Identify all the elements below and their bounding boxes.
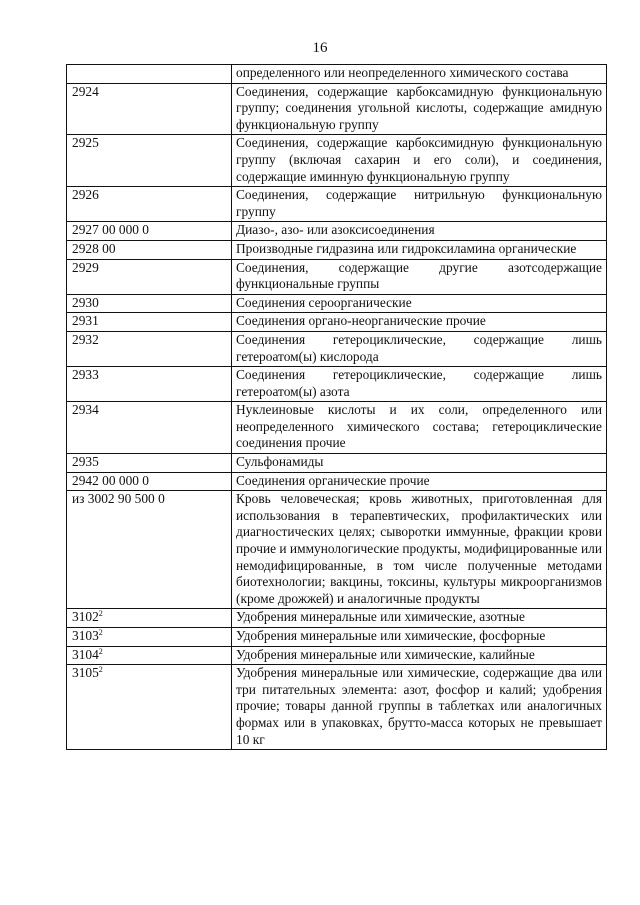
code-text: из 3002 90 500 0 [72,491,165,507]
footnote-mark: 2 [98,609,103,619]
code-text: 2928 00 [72,240,116,256]
code-text: 2932 [72,331,99,347]
code-cell [67,646,232,665]
code-cell [67,402,232,454]
code-cell [67,331,232,366]
table-row [67,491,607,609]
code-text: 2935 [72,454,99,470]
code-text: 2926 [72,187,99,203]
code-cell [67,491,232,609]
code-cell [67,628,232,647]
code-text: 2934 [72,402,99,418]
code-text: 3105 [72,665,99,681]
footnote-mark: 2 [98,665,103,675]
description-cell: Соединения органо-неорганические прочие [232,313,607,332]
description-cell: Соединения, содержащие нитрильную функциональную группу [232,187,607,222]
description-cell: Производные гидразина или гидроксиламина органические [232,240,607,259]
table-row [67,313,607,332]
footnote-mark: 2 [98,628,103,637]
description-cell: Удобрения минеральные или химические, азотные [232,609,607,628]
code-text: 2930 [72,294,99,310]
description-cell: Соединения гетероциклические, содержащие лишь гетероатом(ы) азота [232,367,607,402]
code-text: 2925 [72,135,99,151]
description-cell: Соединения, содержащие карбоксамидную функциональную группу; соединения угольной кислоты, содержащие амидную функциональную группу [232,83,607,135]
table-row [67,222,607,241]
table-row [67,83,607,135]
table-row [67,646,607,665]
table-row [67,135,607,187]
code-cell [67,222,232,241]
description-cell: Удобрения минеральные или химические, фосфорные [232,628,607,647]
code-text: 2924 [72,83,99,99]
description-cell: Удобрения минеральные или химические, содержащие два или три питательных элемента: азот, фосфор и калий; удобрения прочие; товары данной группы в таблетках или аналогичных формах или в упаковках, брутто-масса которых не превышает 10 кг [232,665,607,750]
table-row [67,402,607,454]
code-cell [67,259,232,294]
code-cell [67,294,232,313]
table-row [67,665,607,750]
code-text: 2927 00 000 0 [72,222,149,238]
code-text: 2933 [72,367,99,383]
code-text: 2929 [72,259,99,275]
table-row [67,187,607,222]
table-row [67,628,607,647]
description-cell: Удобрения минеральные или химические, калийные [232,646,607,665]
table-row [67,65,607,84]
code-text: 2931 [72,313,99,329]
code-cell [67,65,232,84]
code-cell [67,187,232,222]
table-row [67,240,607,259]
table-row [67,331,607,366]
code-text: 2942 00 000 0 [72,472,149,488]
description-cell: Соединения, содержащие другие азотсодержащие функциональные группы [232,259,607,294]
code-text: 3103 [72,628,99,643]
table-row [67,454,607,473]
description-cell: Диазо-, азо- или азоксисоединения [232,222,607,241]
description-cell: определенного или неопределенного химического состава [232,65,607,84]
footnote-mark: 2 [98,646,103,656]
description-cell: Соединения гетероциклические, содержащие лишь гетероатом(ы) кислорода [232,331,607,366]
description-cell: Кровь человеческая; кровь животных, приготовленная для использования в терапевтических, профилактических или диагностических целях; сыворотки иммунные, фракции крови прочие и иммунологические продукты, модифицированные или немодифицированные, в том числе полученные методами биотехнологии; вакцины, токсины, культуры микроорганизмов (кроме дрожжей) и аналогичные продукты [232,491,607,609]
table-row [67,367,607,402]
code-cell [67,472,232,491]
code-cell [67,240,232,259]
page-number: 16 [312,40,328,56]
code-cell [67,135,232,187]
table-body [67,65,607,750]
code-cell [67,665,232,750]
code-cell [67,367,232,402]
description-cell: Нуклеиновые кислоты и их соли, определенного или неопределенного химического состава; гетероциклические соединения прочие [232,402,607,454]
table-row [67,259,607,294]
code-text: 3102 [72,609,99,625]
description-cell: Соединения органические прочие [232,472,607,491]
code-cell [67,609,232,628]
code-text: 3104 [72,646,99,662]
table-row [67,294,607,313]
code-cell [67,313,232,332]
table-row [67,472,607,491]
commodity-code-table [66,64,607,750]
code-cell [67,454,232,473]
table-row [67,609,607,628]
description-cell: Соединения сероорганические [232,294,607,313]
code-cell [67,83,232,135]
description-cell: Сульфонамиды [232,454,607,473]
description-cell: Соединения, содержащие карбоксимидную функциональную группу (включая сахарин и его соли), и соединения, содержащие иминную функциональную группу [232,135,607,187]
